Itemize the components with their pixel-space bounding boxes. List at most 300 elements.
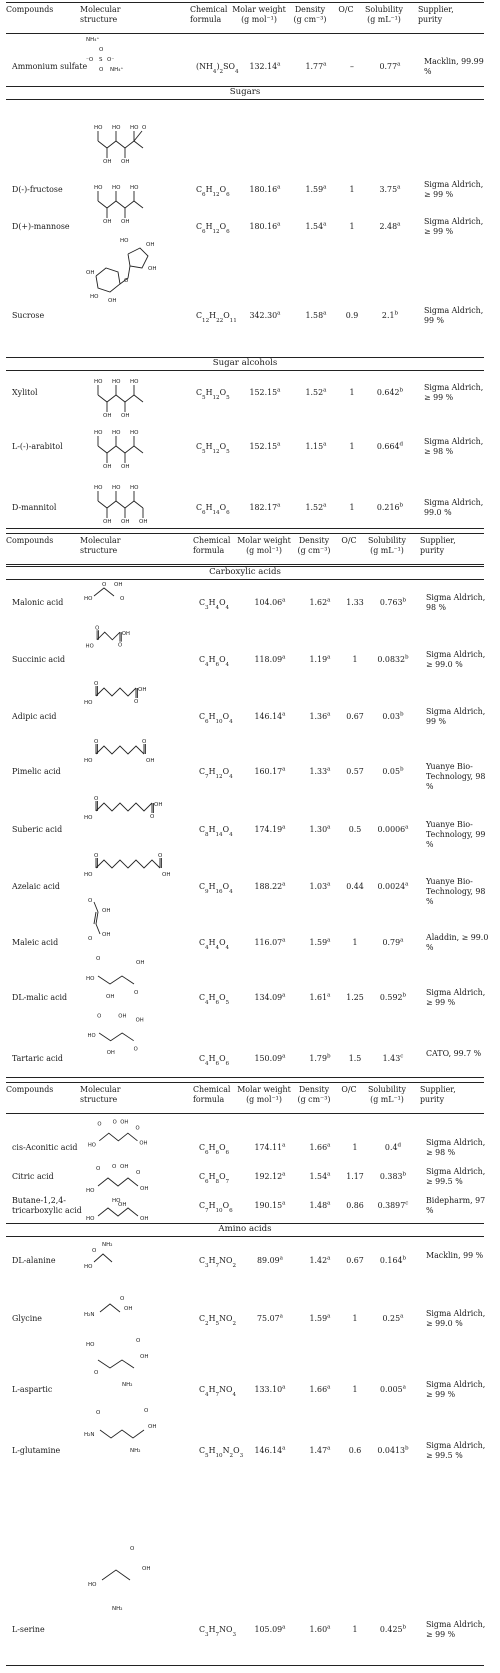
density-value: 1.79 bbox=[309, 1054, 327, 1063]
compound-name: D-mannitol bbox=[12, 503, 57, 512]
solubility bbox=[369, 1172, 417, 1182]
header-supplier: Supplier, purity bbox=[420, 536, 456, 555]
molar-weight-ref: a bbox=[282, 1384, 286, 1391]
section-carboxylic-acids: Carboxylic acids bbox=[6, 566, 484, 580]
succinic-structure bbox=[84, 615, 154, 655]
oxygen-label: O bbox=[112, 1119, 117, 1126]
hydroxyl-label: OH bbox=[121, 219, 130, 225]
solubility-ref: b bbox=[402, 1624, 407, 1631]
density-ref: a bbox=[327, 654, 331, 661]
density-ref: a bbox=[323, 441, 327, 448]
density-value: 1.03 bbox=[309, 882, 328, 891]
oxygen-label: O bbox=[136, 1338, 141, 1344]
carbon-chain bbox=[98, 1208, 138, 1216]
solubility-value: 2.48 bbox=[379, 222, 398, 231]
chemical-formula: $C_5H_{12}O_5$ bbox=[196, 388, 230, 401]
carbonyl-bond bbox=[134, 131, 142, 141]
header-structure: Molecular structure bbox=[80, 5, 121, 24]
oxygen-label: O bbox=[95, 625, 100, 632]
hydroxyl-label: OH bbox=[103, 413, 112, 419]
molar-weight-ref: a bbox=[282, 1624, 286, 1631]
malonic-structure bbox=[84, 580, 140, 602]
solubility-value: 0.79 bbox=[382, 938, 401, 947]
oc-ratio: 1.17 bbox=[346, 1172, 364, 1181]
solubility bbox=[369, 1143, 417, 1153]
molar-weight bbox=[241, 655, 299, 665]
molar-weight-ref: a bbox=[277, 310, 281, 317]
molar-weight-ref: a bbox=[277, 387, 281, 394]
molar-weight bbox=[241, 993, 299, 1003]
solubility-ref: a bbox=[405, 881, 409, 888]
molar-weight-value: 116.07 bbox=[254, 938, 283, 947]
molar-weight bbox=[241, 598, 299, 608]
compound-name: Maleic acid bbox=[12, 938, 59, 947]
molar-weight-ref: a bbox=[282, 766, 286, 773]
amine-label: H₂N bbox=[84, 1432, 95, 1438]
molar-weight-value: 342.30 bbox=[249, 311, 278, 320]
density-value: 1.15 bbox=[305, 442, 324, 451]
oc-ratio: 1 bbox=[352, 1143, 358, 1152]
hydroxyl-label: OH bbox=[118, 1202, 127, 1208]
supplier-purity: Sigma Aldrich, 99 % bbox=[426, 707, 486, 726]
carbon-chain bbox=[98, 446, 143, 453]
oxygen-label: O bbox=[142, 125, 147, 131]
molar-weight-ref: a bbox=[277, 61, 281, 68]
compound-name: Xylitol bbox=[12, 388, 38, 397]
aconitic-structure bbox=[84, 1116, 168, 1158]
compound-name: DL-alanine bbox=[12, 1256, 56, 1265]
table-bottom-rule bbox=[6, 528, 484, 529]
chemical-formula: $C_{12}H_{22}O_{11}$ bbox=[196, 311, 237, 324]
solubility-value: 0.0006 bbox=[377, 825, 406, 834]
molar-weight bbox=[236, 388, 294, 398]
hydroxyl-label: HO bbox=[84, 758, 93, 764]
hydroxyl-label: HO bbox=[88, 1582, 97, 1588]
molar-weight-ref: a bbox=[279, 1255, 283, 1262]
oc-ratio: 1 bbox=[352, 1385, 358, 1394]
solubility-ref: c bbox=[400, 1053, 404, 1060]
solubility bbox=[369, 938, 417, 948]
density-value: 1.48 bbox=[309, 1201, 328, 1210]
hydroxyl-label: HO bbox=[86, 976, 95, 982]
compound-name: L-(-)-arabitol bbox=[12, 442, 63, 451]
density bbox=[303, 1256, 337, 1266]
hydroxyl-label: HO bbox=[112, 430, 121, 436]
carbon-chain bbox=[98, 1178, 138, 1186]
chemical-formula: $C_4H_6O_6$ bbox=[199, 1054, 230, 1067]
oxygen-label: O bbox=[150, 814, 155, 820]
chemical-formula: $C_4H_7NO_4$ bbox=[199, 1385, 236, 1398]
chemical-formula: $C_6H_{14}O_6$ bbox=[196, 503, 230, 516]
oc-ratio: 1 bbox=[349, 388, 355, 397]
supplier-purity: Sigma Aldrich, ≥ 99.0 % bbox=[426, 650, 486, 669]
oc-ratio: 0.67 bbox=[346, 1256, 364, 1265]
hydroxyl-label: OH bbox=[121, 519, 130, 524]
solubility-value: 0.642 bbox=[376, 388, 400, 397]
solubility-ref: a bbox=[397, 61, 401, 68]
hydroxyl-label: OH bbox=[86, 270, 95, 276]
density bbox=[303, 712, 337, 722]
hydroxyl-label: HO bbox=[84, 700, 93, 706]
chemical-formula: $C_9H_{16}O_4$ bbox=[199, 882, 233, 895]
compound-name: Suberic acid bbox=[12, 825, 63, 834]
chemical-formula: $C_5H_{12}O_5$ bbox=[196, 442, 230, 455]
oxygen-label: O bbox=[142, 739, 147, 745]
molar-weight bbox=[236, 442, 294, 452]
density-value: 1.60 bbox=[309, 1625, 328, 1634]
oxygen-label: O bbox=[94, 681, 99, 687]
molar-weight-ref: a bbox=[282, 824, 286, 831]
compound-name: D(-)-fructose bbox=[12, 185, 63, 194]
hydroxyl-label: OH bbox=[102, 932, 111, 938]
density-ref: a bbox=[327, 992, 331, 999]
hydroxyl-label: OH bbox=[148, 1424, 157, 1430]
section-sugar-alcohols: Sugar alcohols bbox=[6, 357, 484, 371]
supplier-purity: Sigma Aldrich, ≥ 98 % bbox=[426, 1138, 486, 1157]
molar-weight-value: 188.22 bbox=[254, 882, 283, 891]
oxygen-label: O bbox=[120, 1296, 125, 1302]
compound-name: Tartaric acid bbox=[12, 1054, 63, 1063]
header-mw: Molar weight (g mol⁻¹) bbox=[237, 1085, 291, 1104]
molar-weight-value: 132.14 bbox=[249, 62, 278, 71]
chemical-formula: $C_4H_4O_4$ bbox=[199, 938, 230, 951]
oc-ratio: 1 bbox=[349, 442, 355, 451]
density bbox=[303, 1625, 337, 1635]
section-sugars: Sugars bbox=[6, 86, 484, 100]
molar-weight bbox=[241, 1256, 299, 1266]
sulfur-label: S bbox=[99, 57, 103, 63]
molar-weight bbox=[241, 1625, 299, 1635]
density-ref: b bbox=[326, 1053, 331, 1060]
amine-label: NH₂ bbox=[112, 1606, 123, 1612]
hydroxyl-label: HO bbox=[94, 185, 103, 191]
solubility bbox=[369, 655, 417, 665]
hydroxyl-label: HO bbox=[130, 125, 139, 131]
hydroxyl-label: HO bbox=[84, 596, 93, 602]
carbon-chain bbox=[98, 1360, 134, 1368]
molar-weight bbox=[241, 767, 299, 777]
solubility-ref: b bbox=[402, 1171, 407, 1178]
carbon-chain bbox=[99, 1033, 134, 1041]
density-value: 1.52 bbox=[305, 388, 324, 397]
compound-name: Glycine bbox=[12, 1314, 42, 1323]
hydroxyl-label: HO bbox=[84, 1264, 93, 1270]
adipic-structure bbox=[84, 670, 168, 712]
header-structure: Molecular structure bbox=[80, 1085, 121, 1104]
molar-weight-ref: a bbox=[277, 502, 281, 509]
glucose-ring bbox=[96, 268, 120, 292]
solubility-value: 1.43 bbox=[382, 1054, 401, 1063]
molar-weight-value: 104.06 bbox=[254, 598, 283, 607]
molar-weight-value: 152.15 bbox=[249, 442, 278, 451]
header-solubility: Solubility (g mL⁻¹) bbox=[367, 536, 406, 555]
solubility-value: 0.164 bbox=[379, 1256, 403, 1265]
solubility-value: 0.0413 bbox=[377, 1446, 406, 1455]
compound-name: L-serine bbox=[12, 1625, 45, 1634]
density-ref: a bbox=[323, 502, 327, 509]
chemical-formula: $C_6H_6O_6$ bbox=[199, 1143, 230, 1156]
molar-weight-ref: a bbox=[277, 184, 281, 191]
compound-name: Citric acid bbox=[12, 1172, 54, 1181]
density-value: 1.36 bbox=[309, 712, 328, 721]
solubility bbox=[369, 767, 417, 777]
solubility-value: 0.4 bbox=[384, 1143, 398, 1152]
solubility bbox=[369, 712, 417, 722]
ammonium-label: NH₄⁺ bbox=[110, 67, 124, 73]
solubility-value: 0.383 bbox=[379, 1172, 403, 1181]
carbon-chain bbox=[98, 976, 134, 984]
molar-weight bbox=[241, 1172, 299, 1182]
oxygen-label: O bbox=[94, 796, 99, 802]
molar-weight bbox=[241, 1385, 299, 1395]
solubility-ref: d bbox=[399, 441, 404, 448]
table-bottom-rule bbox=[6, 1665, 484, 1666]
hydroxyl-label: OH bbox=[103, 519, 112, 524]
density-value: 1.19 bbox=[309, 655, 328, 664]
chemical-formula: $C_7H_{10}O_6$ bbox=[199, 1201, 233, 1214]
molar-weight bbox=[241, 1446, 299, 1456]
molar-weight-value: 192.12 bbox=[254, 1172, 283, 1181]
density bbox=[303, 1446, 337, 1456]
header-mw: Molar weight (g mol⁻¹) bbox=[232, 5, 286, 24]
density-value: 1.77 bbox=[305, 62, 324, 71]
hydroxyl-label: OH bbox=[103, 219, 112, 225]
header-oc: O/C bbox=[338, 5, 354, 14]
molar-weight bbox=[241, 712, 299, 722]
supplier-purity: Yuanye Bio-Technology, 99 % bbox=[426, 820, 486, 849]
molar-weight bbox=[236, 311, 294, 321]
chemical-formula: $C_3H_7NO_3$ bbox=[199, 1625, 236, 1638]
molar-weight bbox=[241, 1314, 299, 1324]
solubility-ref: a bbox=[397, 184, 401, 191]
hydroxyl-label: OH bbox=[106, 1050, 115, 1057]
chemical-formula: $C_5H_{10}N_2O_3$ bbox=[199, 1446, 244, 1459]
amine-label: NH₂ bbox=[102, 1242, 113, 1248]
supplier-purity: Sigma Aldrich, ≥ 99 % bbox=[426, 988, 486, 1007]
chemical-formula: $C_2H_5NO_2$ bbox=[199, 1314, 236, 1327]
oxygen-label: O bbox=[120, 596, 125, 602]
carbon-chain bbox=[96, 860, 160, 868]
hydroxyl-label: HO bbox=[130, 485, 139, 491]
molar-weight-ref: a bbox=[282, 881, 286, 888]
oxygen-label: O bbox=[133, 1046, 138, 1053]
solubility-value: 0.0832 bbox=[377, 655, 406, 664]
oc-ratio: 0.9 bbox=[345, 311, 359, 320]
double-bond bbox=[94, 912, 96, 924]
oc-ratio: – bbox=[350, 62, 354, 71]
hydroxyl-label: OH bbox=[118, 1013, 127, 1020]
oc-ratio: 1.33 bbox=[346, 598, 364, 607]
supplier-purity: Sigma Aldrich, ≥ 99 % bbox=[424, 180, 484, 199]
solubility-value: 0.216 bbox=[376, 503, 400, 512]
supplier-purity: Yuanye Bio-Technology, 98 % bbox=[426, 762, 486, 791]
density-ref: a bbox=[327, 711, 331, 718]
molar-weight bbox=[241, 1143, 299, 1153]
hydroxyl-label: OH bbox=[136, 960, 145, 966]
carbon-chain bbox=[98, 141, 143, 148]
compound-name: Pimelic acid bbox=[12, 767, 61, 776]
hydroxyl-label: OH bbox=[135, 1017, 144, 1024]
density bbox=[299, 442, 333, 452]
sucrose-structure bbox=[84, 232, 164, 312]
density bbox=[299, 388, 333, 398]
chemical-formula: $C_8H_{14}O_4$ bbox=[199, 825, 233, 838]
density-value: 1.66 bbox=[309, 1385, 328, 1394]
density-value: 1.59 bbox=[305, 185, 324, 194]
hydroxyl-label: HO bbox=[120, 238, 129, 244]
molar-weight-ref: a bbox=[277, 441, 281, 448]
table-bottom-rule bbox=[6, 1077, 484, 1078]
molar-weight-ref: a bbox=[282, 597, 286, 604]
supplier-purity: Sigma Aldrich, ≥ 99 % bbox=[424, 383, 484, 402]
density bbox=[299, 222, 333, 232]
density bbox=[299, 62, 333, 72]
supplier-purity: Sigma Aldrich, ≥ 99.0 % bbox=[426, 1309, 486, 1328]
molar-weight-value: 146.14 bbox=[254, 1446, 283, 1455]
carbon-chain bbox=[100, 1430, 144, 1438]
header-oc: O/C bbox=[341, 1085, 357, 1094]
molar-weight-value: 160.17 bbox=[254, 767, 283, 776]
density-ref: a bbox=[327, 1313, 331, 1320]
solubility-ref: b bbox=[399, 711, 404, 718]
header-compounds: Compounds bbox=[6, 536, 54, 545]
hydroxyl-label: OH bbox=[114, 582, 123, 588]
oxygen-label: O bbox=[88, 936, 93, 942]
oxygen-label: O bbox=[94, 739, 99, 745]
density-value: 1.42 bbox=[309, 1256, 328, 1265]
chemical-formula: $C_4H_6O_4$ bbox=[199, 655, 230, 668]
carbon-chain bbox=[96, 803, 152, 811]
header-solubility: Solubility (g mL⁻¹) bbox=[367, 1085, 406, 1104]
oxygen-label: ⁻O bbox=[86, 57, 94, 63]
density-ref: a bbox=[327, 766, 331, 773]
amine-label: H₂N bbox=[84, 1312, 95, 1318]
hydroxyl-label: OH bbox=[121, 631, 130, 637]
table-header bbox=[6, 2, 484, 34]
hydroxyl-label: HO bbox=[112, 185, 121, 191]
hydroxyl-label: HO bbox=[87, 1142, 96, 1149]
density-ref: a bbox=[327, 597, 331, 604]
fructose-structure bbox=[84, 100, 154, 182]
density-ref: a bbox=[327, 824, 331, 831]
molar-weight-ref: a bbox=[282, 711, 286, 718]
solubility bbox=[369, 598, 417, 608]
density-ref: a bbox=[323, 184, 327, 191]
density bbox=[303, 1172, 337, 1182]
density-value: 1.59 bbox=[309, 1314, 328, 1323]
density bbox=[303, 1385, 337, 1395]
solubility-ref: b bbox=[402, 597, 407, 604]
solubility-value: 2.1 bbox=[381, 311, 395, 320]
oxygen-label: O bbox=[158, 853, 163, 859]
carbon-chain bbox=[96, 746, 144, 754]
oxygen-label: O bbox=[97, 1013, 102, 1020]
density-ref: a bbox=[327, 1624, 331, 1631]
header-structure: Molecular structure bbox=[80, 536, 121, 555]
hydroxyl-label: HO bbox=[86, 1188, 95, 1194]
header-solubility: Solubility (g mL⁻¹) bbox=[364, 5, 403, 24]
hydroxyl-label: OH bbox=[124, 1306, 133, 1312]
density bbox=[303, 938, 337, 948]
azelaic-structure bbox=[84, 842, 188, 884]
carbon-chain bbox=[100, 1304, 120, 1312]
hydroxyl-label: HO bbox=[94, 379, 103, 385]
ammonium_sulfate-structure bbox=[84, 34, 144, 80]
solubility-ref: b bbox=[405, 1445, 409, 1452]
solubility-value: 0.664 bbox=[376, 442, 400, 451]
hydroxyl-label: OH bbox=[121, 464, 130, 470]
molar-weight-value: 146.14 bbox=[254, 712, 283, 721]
oxygen-label: O bbox=[94, 853, 99, 859]
hydroxyl-label: OH bbox=[139, 519, 148, 524]
hydroxyl-label: HO bbox=[130, 379, 139, 385]
oc-ratio: 1.25 bbox=[346, 993, 364, 1002]
molar-weight-value: 174.11 bbox=[254, 1143, 283, 1152]
molar-weight-ref: a bbox=[279, 1313, 283, 1320]
supplier-purity: Macklin, 99.99 % bbox=[424, 57, 484, 76]
oc-ratio: 1 bbox=[349, 503, 355, 512]
hydroxyl-label: HO bbox=[112, 485, 121, 491]
density bbox=[303, 1201, 337, 1211]
hydroxyl-label: HO bbox=[84, 815, 93, 821]
fructose-ring bbox=[128, 248, 148, 268]
oxygen-label: O bbox=[99, 47, 104, 53]
molar-weight-ref: a bbox=[282, 1142, 286, 1149]
molar-weight-value: 174.19 bbox=[254, 825, 283, 834]
solubility bbox=[369, 825, 417, 835]
solubility-ref: b bbox=[394, 310, 399, 317]
oc-ratio: 0.86 bbox=[346, 1201, 364, 1210]
compound-name: Succinic acid bbox=[12, 655, 66, 664]
compound-name: Butane-1,2,4-tricarboxylic acid bbox=[12, 1196, 82, 1215]
hydroxyl-label: HO bbox=[87, 1032, 96, 1039]
solubility-value: 3.75 bbox=[379, 185, 398, 194]
solubility bbox=[366, 442, 414, 452]
solubility-ref: b bbox=[399, 502, 404, 509]
solubility bbox=[366, 503, 414, 513]
molar-weight-ref: a bbox=[282, 937, 286, 944]
header-formula: Chemical formula bbox=[193, 1085, 231, 1104]
density-value: 1.66 bbox=[309, 1143, 328, 1152]
oxygen-label: O bbox=[135, 1125, 140, 1132]
carbon-chain bbox=[97, 632, 120, 640]
header-density: Density (g cm⁻³) bbox=[293, 5, 327, 24]
molar-weight bbox=[241, 882, 299, 892]
solubility-value: 0.3897 bbox=[377, 1201, 406, 1210]
supplier-purity: Sigma Aldrich, ≥ 99 % bbox=[424, 217, 484, 236]
header-compounds: Compounds bbox=[6, 1085, 54, 1094]
density-value: 1.58 bbox=[305, 311, 324, 320]
oc-ratio: 0.57 bbox=[346, 767, 364, 776]
carbon-chain bbox=[94, 1254, 112, 1262]
molar-weight-value: 89.09 bbox=[257, 1256, 280, 1265]
oc-ratio: 1.5 bbox=[348, 1054, 362, 1063]
hydroxyl-label: OH bbox=[103, 159, 112, 165]
oxygen-label: O bbox=[134, 699, 139, 705]
solubility bbox=[366, 62, 414, 72]
serine-structure bbox=[84, 1470, 164, 1648]
hydroxyl-label: OH bbox=[162, 872, 171, 878]
solubility-ref: b bbox=[402, 992, 407, 999]
hydroxyl-label: OH bbox=[146, 758, 155, 764]
supplier-purity: Sigma Aldrich, ≥ 99 % bbox=[426, 1380, 486, 1399]
hydroxyl-label: OH bbox=[140, 1216, 149, 1222]
density-ref: a bbox=[327, 1445, 331, 1452]
chemical-formula: $C_6H_{12}O_6$ bbox=[196, 222, 230, 235]
density-ref: a bbox=[323, 310, 327, 317]
solubility bbox=[366, 222, 414, 232]
compound-name: D(+)-mannose bbox=[12, 222, 70, 231]
